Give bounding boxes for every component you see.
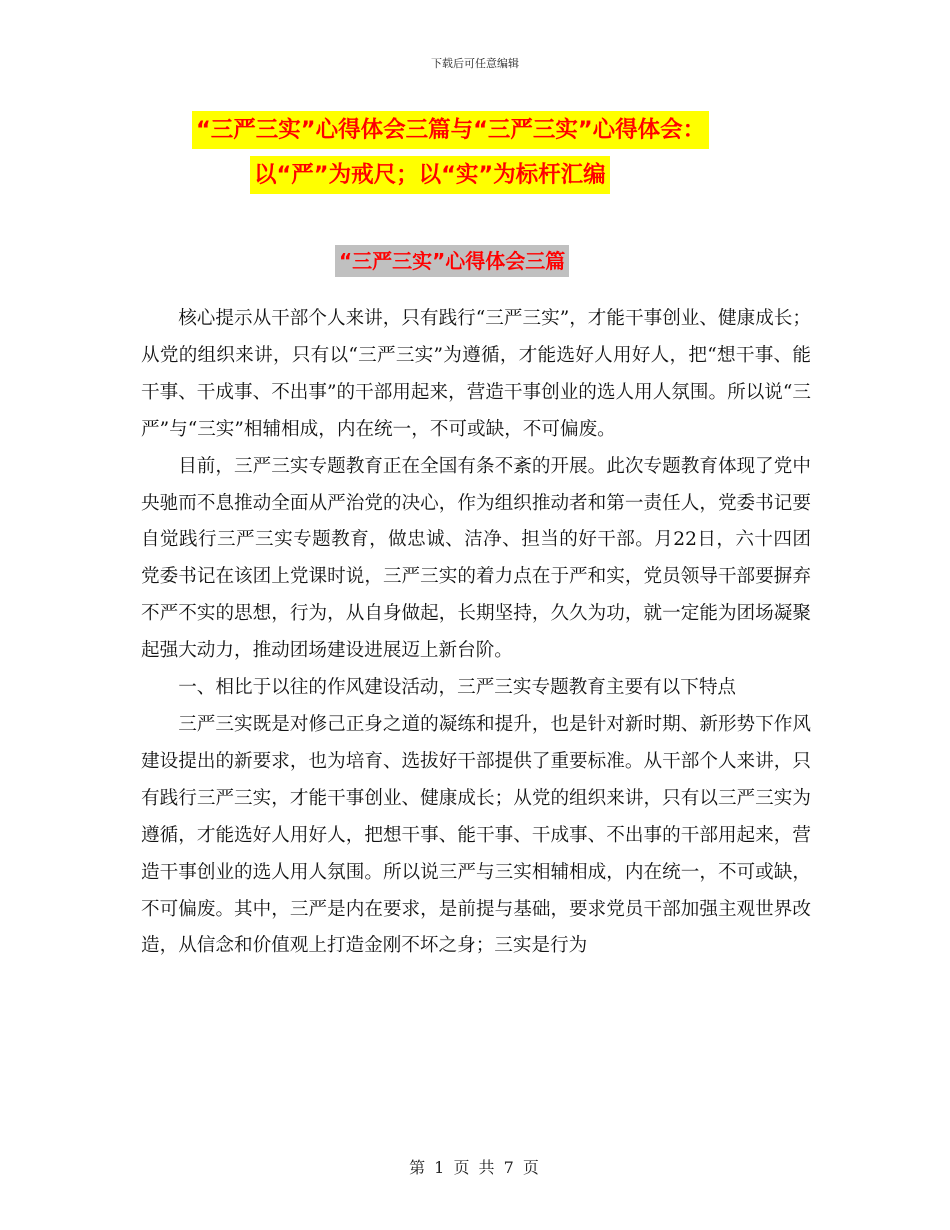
document-title-line-2: 以“严”为戒尺；以“实”为标杆汇编	[250, 156, 610, 194]
page-footer: 第 1 页 共 7 页	[409, 1158, 541, 1177]
document-title-line-1: “三严三实”心得体会三篇与“三严三实”心得体会：	[192, 111, 709, 149]
paragraph: 核心提示从干部个人来讲，只有践行“三严三实”，才能干事创业、健康成长；从党的组织来讲，只有以“三严三实”为遵循，才能选好人用好人，把“想干事、能干事、干成事、不出事”的干部用起来，营造干事创业的选人用人氛围。所以说“三严”与“三实”相辅相成，内在统一，不可或缺，不可偏废。	[141, 308, 811, 440]
paragraph: 一、相比于以往的作风建设活动，三严三实专题教育主要有以下特点	[178, 677, 737, 699]
body-text	[141, 301, 811, 965]
section-heading: “三严三实”心得体会三篇	[335, 245, 569, 277]
paragraph: 三严三实既是对修己正身之道的凝练和提升，也是针对新时期、新形势下作风建设提出的新要求，也为培育、选拔好干部提供了重要标准。从干部个人来讲，只有践行三严三实，才能干事创业、健康成长；从党的组织来讲，只有以三严三实为遵循，才能选好人用好人，把想干事、能干事、干成事、不出事的干部用起来，营造干事创业的选人用人氛围。所以说三严与三实相辅相成，内在统一，不可或缺，不可偏废。其中，三严是内在要求，是前提与基础，要求党员干部加强主观世界改造，从信念和价值观上打造金刚不坏之身；三实是行为	[141, 713, 811, 957]
header-note: 下载后可任意编辑	[431, 57, 519, 70]
paragraph: 目前，三严三实专题教育正在全国有条不紊的开展。此次专题教育体现了党中央驰而不息推动全面从严治党的决心，作为组织推动者和第一责任人，党委书记要自觉践行三严三实专题教育，做忠诚、洁净、担当的好干部。月22日，六十四团党委书记在该团上党课时说，三严三实的着力点在于严和实，党员领导干部要摒弃不严不实的思想，行为，从自身做起，长期坚持，久久为功，就一定能为团场凝聚起强大动力，推动团场建设进展迈上新台阶。	[141, 455, 811, 662]
